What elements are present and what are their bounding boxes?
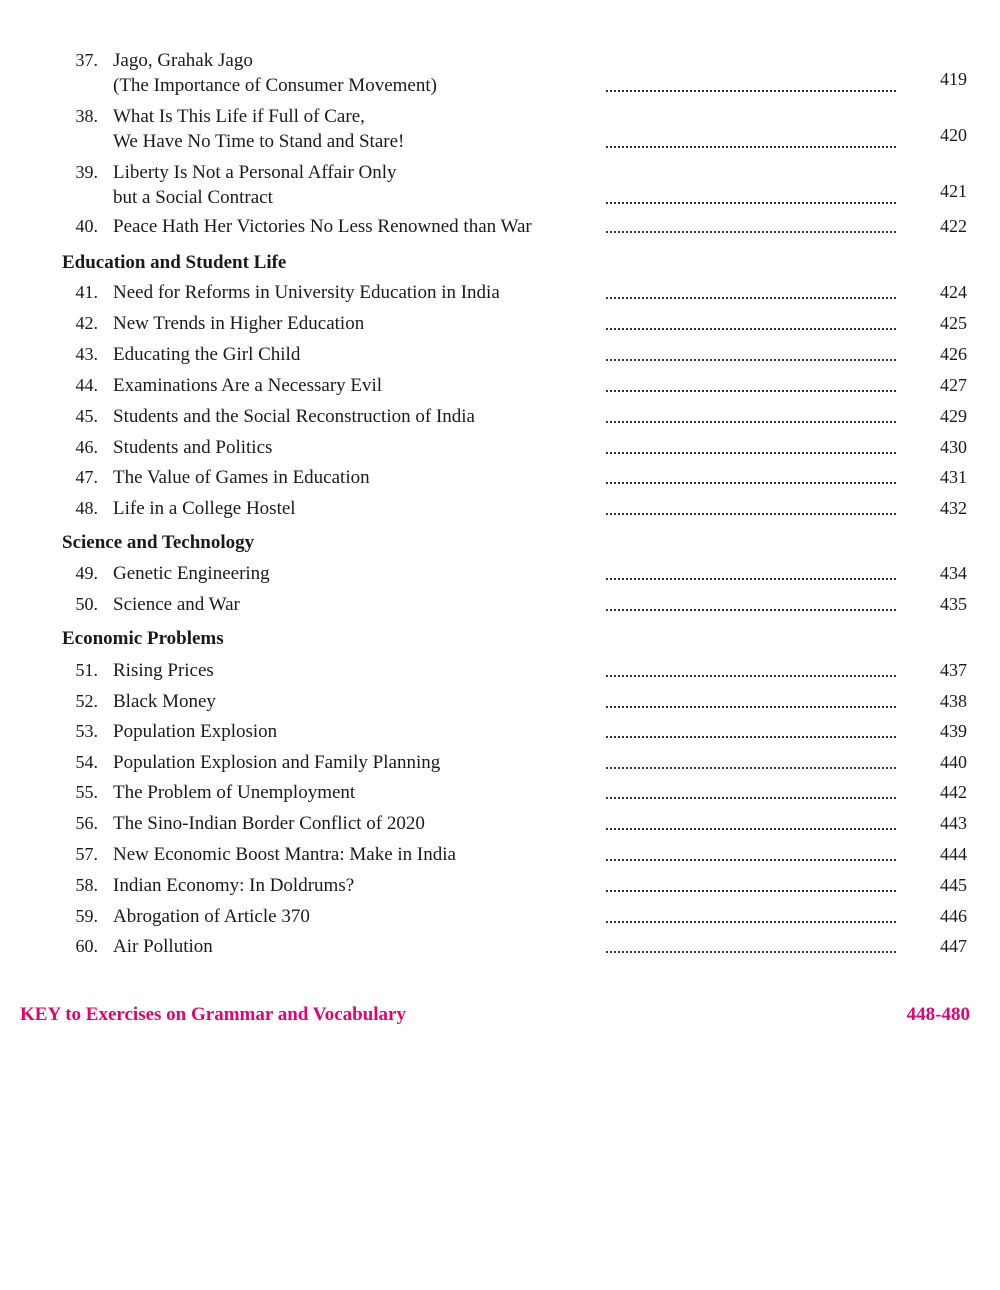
toc-entry xyxy=(0,689,1000,714)
entry-number: 54. xyxy=(75,752,98,772)
entry-number: 43. xyxy=(75,344,98,364)
entry-page-number: 442 xyxy=(940,782,967,802)
toc-entry xyxy=(0,592,1000,617)
entry-title: Students and Politics xyxy=(113,437,273,458)
toc-entry xyxy=(0,719,1000,744)
toc-entry xyxy=(0,496,1000,521)
entry-page-number: 445 xyxy=(940,875,967,895)
entry-title: Jago, Grahak Jago (The Importance of Consumer Movement) xyxy=(113,50,437,96)
entry-number: 58. xyxy=(75,875,98,895)
entry-title: The Sino-Indian Border Conflict of 2020 xyxy=(113,813,425,834)
entry-page-number: 446 xyxy=(940,906,967,926)
dot-leader xyxy=(606,566,896,580)
entry-title: Students and the Social Reconstruction of India xyxy=(113,406,475,427)
toc-entry xyxy=(0,311,1000,336)
dot-leader xyxy=(606,409,896,423)
entry-title: Rising Prices xyxy=(113,660,214,681)
toc-entry xyxy=(0,561,1000,586)
entry-number: 46. xyxy=(75,437,98,457)
entry-number: 57. xyxy=(75,844,98,864)
toc-entry xyxy=(0,48,1000,98)
entry-number: 40. xyxy=(75,216,98,236)
entry-page-number: 429 xyxy=(940,406,967,426)
entry-title: Genetic Engineering xyxy=(113,563,270,584)
section-heading: Science and Technology xyxy=(62,532,255,553)
entry-page-number: 443 xyxy=(940,813,967,833)
dot-leader xyxy=(606,755,896,769)
entry-title: Indian Economy: In Doldrums? xyxy=(113,875,355,896)
entry-title: What Is This Life if Full of Care, We Have No Time to Stand and Stare! xyxy=(113,106,405,152)
entry-number: 55. xyxy=(75,782,98,802)
entry-title: Abrogation of Article 370 xyxy=(113,906,310,927)
entry-number: 51. xyxy=(75,660,98,680)
entry-number: 52. xyxy=(75,691,98,711)
dot-leader xyxy=(606,347,896,361)
entry-title: Population Explosion and Family Planning xyxy=(113,752,441,773)
toc-entry xyxy=(0,750,1000,775)
entry-page-number: 421 xyxy=(940,181,967,201)
entry-page-number: 447 xyxy=(940,936,967,956)
entry-title: The Value of Games in Education xyxy=(113,467,370,488)
toc-entry xyxy=(0,342,1000,367)
entry-title: Liberty Is Not a Personal Affair Only but a Social Contract xyxy=(113,162,397,208)
key-pages: 448-480 xyxy=(906,1004,970,1025)
entry-number: 53. xyxy=(75,721,98,741)
entry-page-number: 426 xyxy=(940,344,967,364)
dot-leader xyxy=(606,285,896,299)
dot-leader xyxy=(606,190,896,204)
entry-number: 49. xyxy=(75,563,98,583)
entry-number: 42. xyxy=(75,313,98,333)
entry-page-number: 427 xyxy=(940,375,967,395)
toc-entry xyxy=(0,842,1000,867)
dot-leader xyxy=(606,316,896,330)
entry-page-number: 430 xyxy=(940,437,967,457)
entry-page-number: 424 xyxy=(940,282,967,302)
dot-leader xyxy=(606,816,896,830)
dot-leader xyxy=(606,219,896,233)
entry-number: 59. xyxy=(75,906,98,926)
dot-leader xyxy=(606,663,896,677)
toc-entry xyxy=(0,160,1000,210)
entry-title: Examinations Are a Necessary Evil xyxy=(113,375,383,396)
entry-title: Educating the Girl Child xyxy=(113,344,301,365)
entry-title: Science and War xyxy=(113,594,240,615)
section-heading: Education and Student Life xyxy=(62,252,287,273)
entry-page-number: 435 xyxy=(940,594,967,614)
entry-page-number: 439 xyxy=(940,721,967,741)
entry-page-number: 444 xyxy=(940,844,967,864)
entry-number: 41. xyxy=(75,282,98,302)
dot-leader xyxy=(606,470,896,484)
toc-entry xyxy=(0,658,1000,683)
entry-number: 47. xyxy=(75,467,98,487)
toc-entry xyxy=(0,873,1000,898)
entry-page-number: 440 xyxy=(940,752,967,772)
dot-leader xyxy=(606,785,896,799)
entry-title: Need for Reforms in University Education in India xyxy=(113,282,500,303)
dot-leader xyxy=(606,878,896,892)
toc-entry xyxy=(0,465,1000,490)
toc-entry xyxy=(0,811,1000,836)
toc-entry xyxy=(0,780,1000,805)
dot-leader xyxy=(606,134,896,148)
entry-number: 38. xyxy=(75,106,98,126)
dot-leader xyxy=(606,909,896,923)
entry-number: 50. xyxy=(75,594,98,614)
entry-page-number: 437 xyxy=(940,660,967,680)
dot-leader xyxy=(606,724,896,738)
entry-page-number: 420 xyxy=(940,125,967,145)
entry-number: 37. xyxy=(75,50,98,70)
dot-leader xyxy=(606,694,896,708)
entry-page-number: 432 xyxy=(940,498,967,518)
entry-number: 60. xyxy=(75,936,98,956)
dot-leader xyxy=(606,939,896,953)
entry-title: Population Explosion xyxy=(113,721,278,742)
entry-number: 44. xyxy=(75,375,98,395)
entry-page-number: 434 xyxy=(940,563,967,583)
entry-title: The Problem of Unemployment xyxy=(113,782,356,803)
entry-number: 48. xyxy=(75,498,98,518)
entry-title: New Economic Boost Mantra: Make in India xyxy=(113,844,456,865)
entry-page-number: 422 xyxy=(940,216,967,236)
dot-leader xyxy=(606,501,896,515)
key-title: KEY to Exercises on Grammar and Vocabulary xyxy=(20,1004,406,1025)
entry-page-number: 438 xyxy=(940,691,967,711)
entry-title: Air Pollution xyxy=(113,936,213,957)
entry-title: New Trends in Higher Education xyxy=(113,313,365,334)
toc-entry xyxy=(0,435,1000,460)
toc-entry xyxy=(0,934,1000,959)
dot-leader xyxy=(606,847,896,861)
dot-leader xyxy=(606,78,896,92)
entry-page-number: 431 xyxy=(940,467,967,487)
entry-number: 56. xyxy=(75,813,98,833)
entry-title: Peace Hath Her Victories No Less Renowned than War xyxy=(113,216,532,237)
toc-entry xyxy=(0,404,1000,429)
dot-leader xyxy=(606,378,896,392)
section-heading: Economic Problems xyxy=(62,628,224,649)
entry-page-number: 425 xyxy=(940,313,967,333)
entry-page-number: 419 xyxy=(940,69,967,89)
dot-leader xyxy=(606,597,896,611)
toc-entry xyxy=(0,104,1000,154)
entry-title: Life in a College Hostel xyxy=(113,498,296,519)
entry-number: 45. xyxy=(75,406,98,426)
toc-entry xyxy=(0,214,1000,239)
entry-number: 39. xyxy=(75,162,98,182)
toc-entry xyxy=(0,280,1000,305)
toc-entry xyxy=(0,373,1000,398)
dot-leader xyxy=(606,440,896,454)
toc-entry xyxy=(0,904,1000,929)
entry-title: Black Money xyxy=(113,691,216,712)
